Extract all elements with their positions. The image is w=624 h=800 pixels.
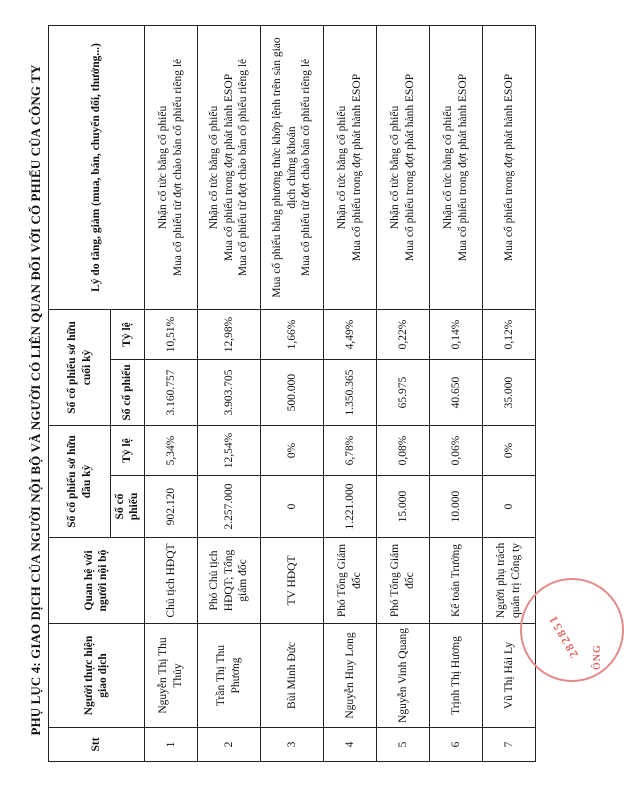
cell-reason <box>376 26 429 310</box>
cell-reason <box>144 26 197 310</box>
cell-start-ratio: 0% <box>260 426 323 476</box>
table-row <box>323 26 376 762</box>
cell-start-shares: 2.257.000 <box>197 476 260 538</box>
cell-stt: 7 <box>482 728 535 762</box>
cell-start-ratio: 0% <box>482 426 535 476</box>
reason-line: Nhận cổ tức bằng cổ phiếu <box>442 105 455 230</box>
table-row <box>429 26 482 762</box>
reason-line: Nhận cổ tức bằng cổ phiếu <box>389 105 402 230</box>
company-seal <box>520 578 624 682</box>
cell-stt: 6 <box>429 728 482 762</box>
cell-stt: 2 <box>197 728 260 762</box>
seal-text: ÔNG <box>592 644 603 670</box>
cell-start-shares: 902.120 <box>144 476 197 538</box>
cell-end-ratio: 0,12% <box>482 310 535 360</box>
reason-line: Mua cổ phiếu từ đợt chào bán cổ phiếu riêng lẻ <box>236 58 249 277</box>
cell-reason <box>482 26 535 310</box>
table-row <box>260 26 323 762</box>
header-reason: Lý do tăng, giảm (mua, bán, chuyển đổi, thưởng...) <box>49 26 145 310</box>
reason-line: Mua cổ phiếu trong đợt phát hành ESOP <box>456 73 469 262</box>
table-row <box>197 26 260 762</box>
cell-end-ratio: 4,49% <box>323 310 376 360</box>
cell-reason <box>260 26 323 310</box>
cell-relation: Người phụ trách quản trị Công ty <box>482 538 535 624</box>
cell-start-shares: 15.000 <box>376 476 429 538</box>
reason-line: Mua cổ phiếu từ đợt chào bán cổ phiếu riêng lẻ <box>171 58 184 277</box>
reason-line: Nhận cổ tức bằng cổ phiếu <box>208 105 221 230</box>
cell-end-ratio: 12,98% <box>197 310 260 360</box>
cell-end-shares: 1.350.365 <box>323 360 376 426</box>
cell-reason <box>197 26 260 310</box>
cell-start-shares: 0 <box>482 476 535 538</box>
page-title: PHỤ LỤC 4: GIAO DỊCH CỦA NGƯỜI NỘI BỘ VÀ NGƯỜI CÓ LIÊN QUAN ĐỐI VỚI CỔ PHIẾU CỦA CÔNG TY <box>28 64 43 736</box>
cell-name: Trịnh Thị Hương <box>429 624 482 728</box>
cell-end-shares: 40.650 <box>429 360 482 426</box>
cell-name: Nguyễn Huy Long <box>323 624 376 728</box>
cell-name: Trần Thị Thu Phương <box>197 624 260 728</box>
cell-start-ratio: 0,06% <box>429 426 482 476</box>
cell-relation: Kế toán Trưởng <box>429 538 482 624</box>
reason-line: Mua cổ phiếu trong đợt phát hành ESOP <box>502 73 515 262</box>
reason-line: Nhận cổ tức bằng cổ phiếu <box>336 105 349 230</box>
reason-line: Mua cổ phiếu bằng phương thức khớp lệnh trên sàn giao dịch chứng khoán <box>271 37 298 298</box>
cell-start-ratio: 5,34% <box>144 426 197 476</box>
cell-reason <box>429 26 482 310</box>
cell-relation: Chủ tịch HĐQT <box>144 538 197 624</box>
reason-line: Nhận cổ tức bằng cổ phiếu <box>157 105 170 230</box>
cell-start-ratio: 6,78% <box>323 426 376 476</box>
header-start-ratio: Tỷ lệ <box>111 426 145 476</box>
reason-line: Mua cổ phiếu trong đợt phát hành ESOP <box>222 73 235 262</box>
cell-end-ratio: 10,51% <box>144 310 197 360</box>
cell-stt: 4 <box>323 728 376 762</box>
cell-start-ratio: 12,54% <box>197 426 260 476</box>
cell-relation: Phó Chủ tịch HĐQT; Tổng giám đốc <box>197 538 260 624</box>
header-stt: Stt <box>49 728 145 762</box>
cell-start-shares: 0 <box>260 476 323 538</box>
cell-end-shares: 35.000 <box>482 360 535 426</box>
cell-start-shares: 1.221.000 <box>323 476 376 538</box>
header-start-group: Số cổ phiếu sở hữu đầu kỳ <box>49 426 111 538</box>
cell-reason <box>323 26 376 310</box>
header-end-group: Số cổ phiếu sở hữu cuối kỳ <box>49 310 111 426</box>
cell-name: Bùi Minh Đức <box>260 624 323 728</box>
header-relation: Quan hệ với người nội bộ <box>49 538 145 624</box>
cell-end-shares: 500.000 <box>260 360 323 426</box>
header-end-ratio: Tỷ lệ <box>111 310 145 360</box>
cell-end-ratio: 0,22% <box>376 310 429 360</box>
cell-relation: Phó Tổng Giám đốc <box>323 538 376 624</box>
header-end-shares: Số cổ phiếu <box>111 360 145 426</box>
table-row <box>376 26 429 762</box>
cell-stt: 3 <box>260 728 323 762</box>
cell-start-ratio: 0,08% <box>376 426 429 476</box>
cell-stt: 1 <box>144 728 197 762</box>
cell-end-shares: 65.975 <box>376 360 429 426</box>
header-person: Người thực hiện giao dịch <box>49 624 145 728</box>
cell-end-shares: 3.903.705 <box>197 360 260 426</box>
cell-end-shares: 3.160.757 <box>144 360 197 426</box>
cell-name: Vũ Thị Hải Ly <box>482 624 535 728</box>
reason-line: Mua cổ phiếu từ đợt chào bán cổ phiếu riêng lẻ <box>299 58 312 277</box>
cell-relation: TV HĐQT <box>260 538 323 624</box>
cell-end-ratio: 0,14% <box>429 310 482 360</box>
cell-stt: 5 <box>376 728 429 762</box>
header-start-shares: Số cổ phiếu <box>111 476 145 538</box>
cell-name: Nguyễn Vinh Quang <box>376 624 429 728</box>
cell-relation: Phó Tổng Giám đốc <box>376 538 429 624</box>
seal-number: 282851 <box>545 611 582 661</box>
cell-name: Nguyễn Thị Thu Thủy <box>144 624 197 728</box>
table-row <box>144 26 197 762</box>
cell-start-shares: 10.000 <box>429 476 482 538</box>
reason-line: Mua cổ phiếu trong đợt phát hành ESOP <box>403 73 416 262</box>
cell-end-ratio: 1,66% <box>260 310 323 360</box>
insider-transactions-table <box>48 25 536 762</box>
reason-line: Mua cổ phiếu trong đợt phát hành ESOP <box>350 73 363 262</box>
